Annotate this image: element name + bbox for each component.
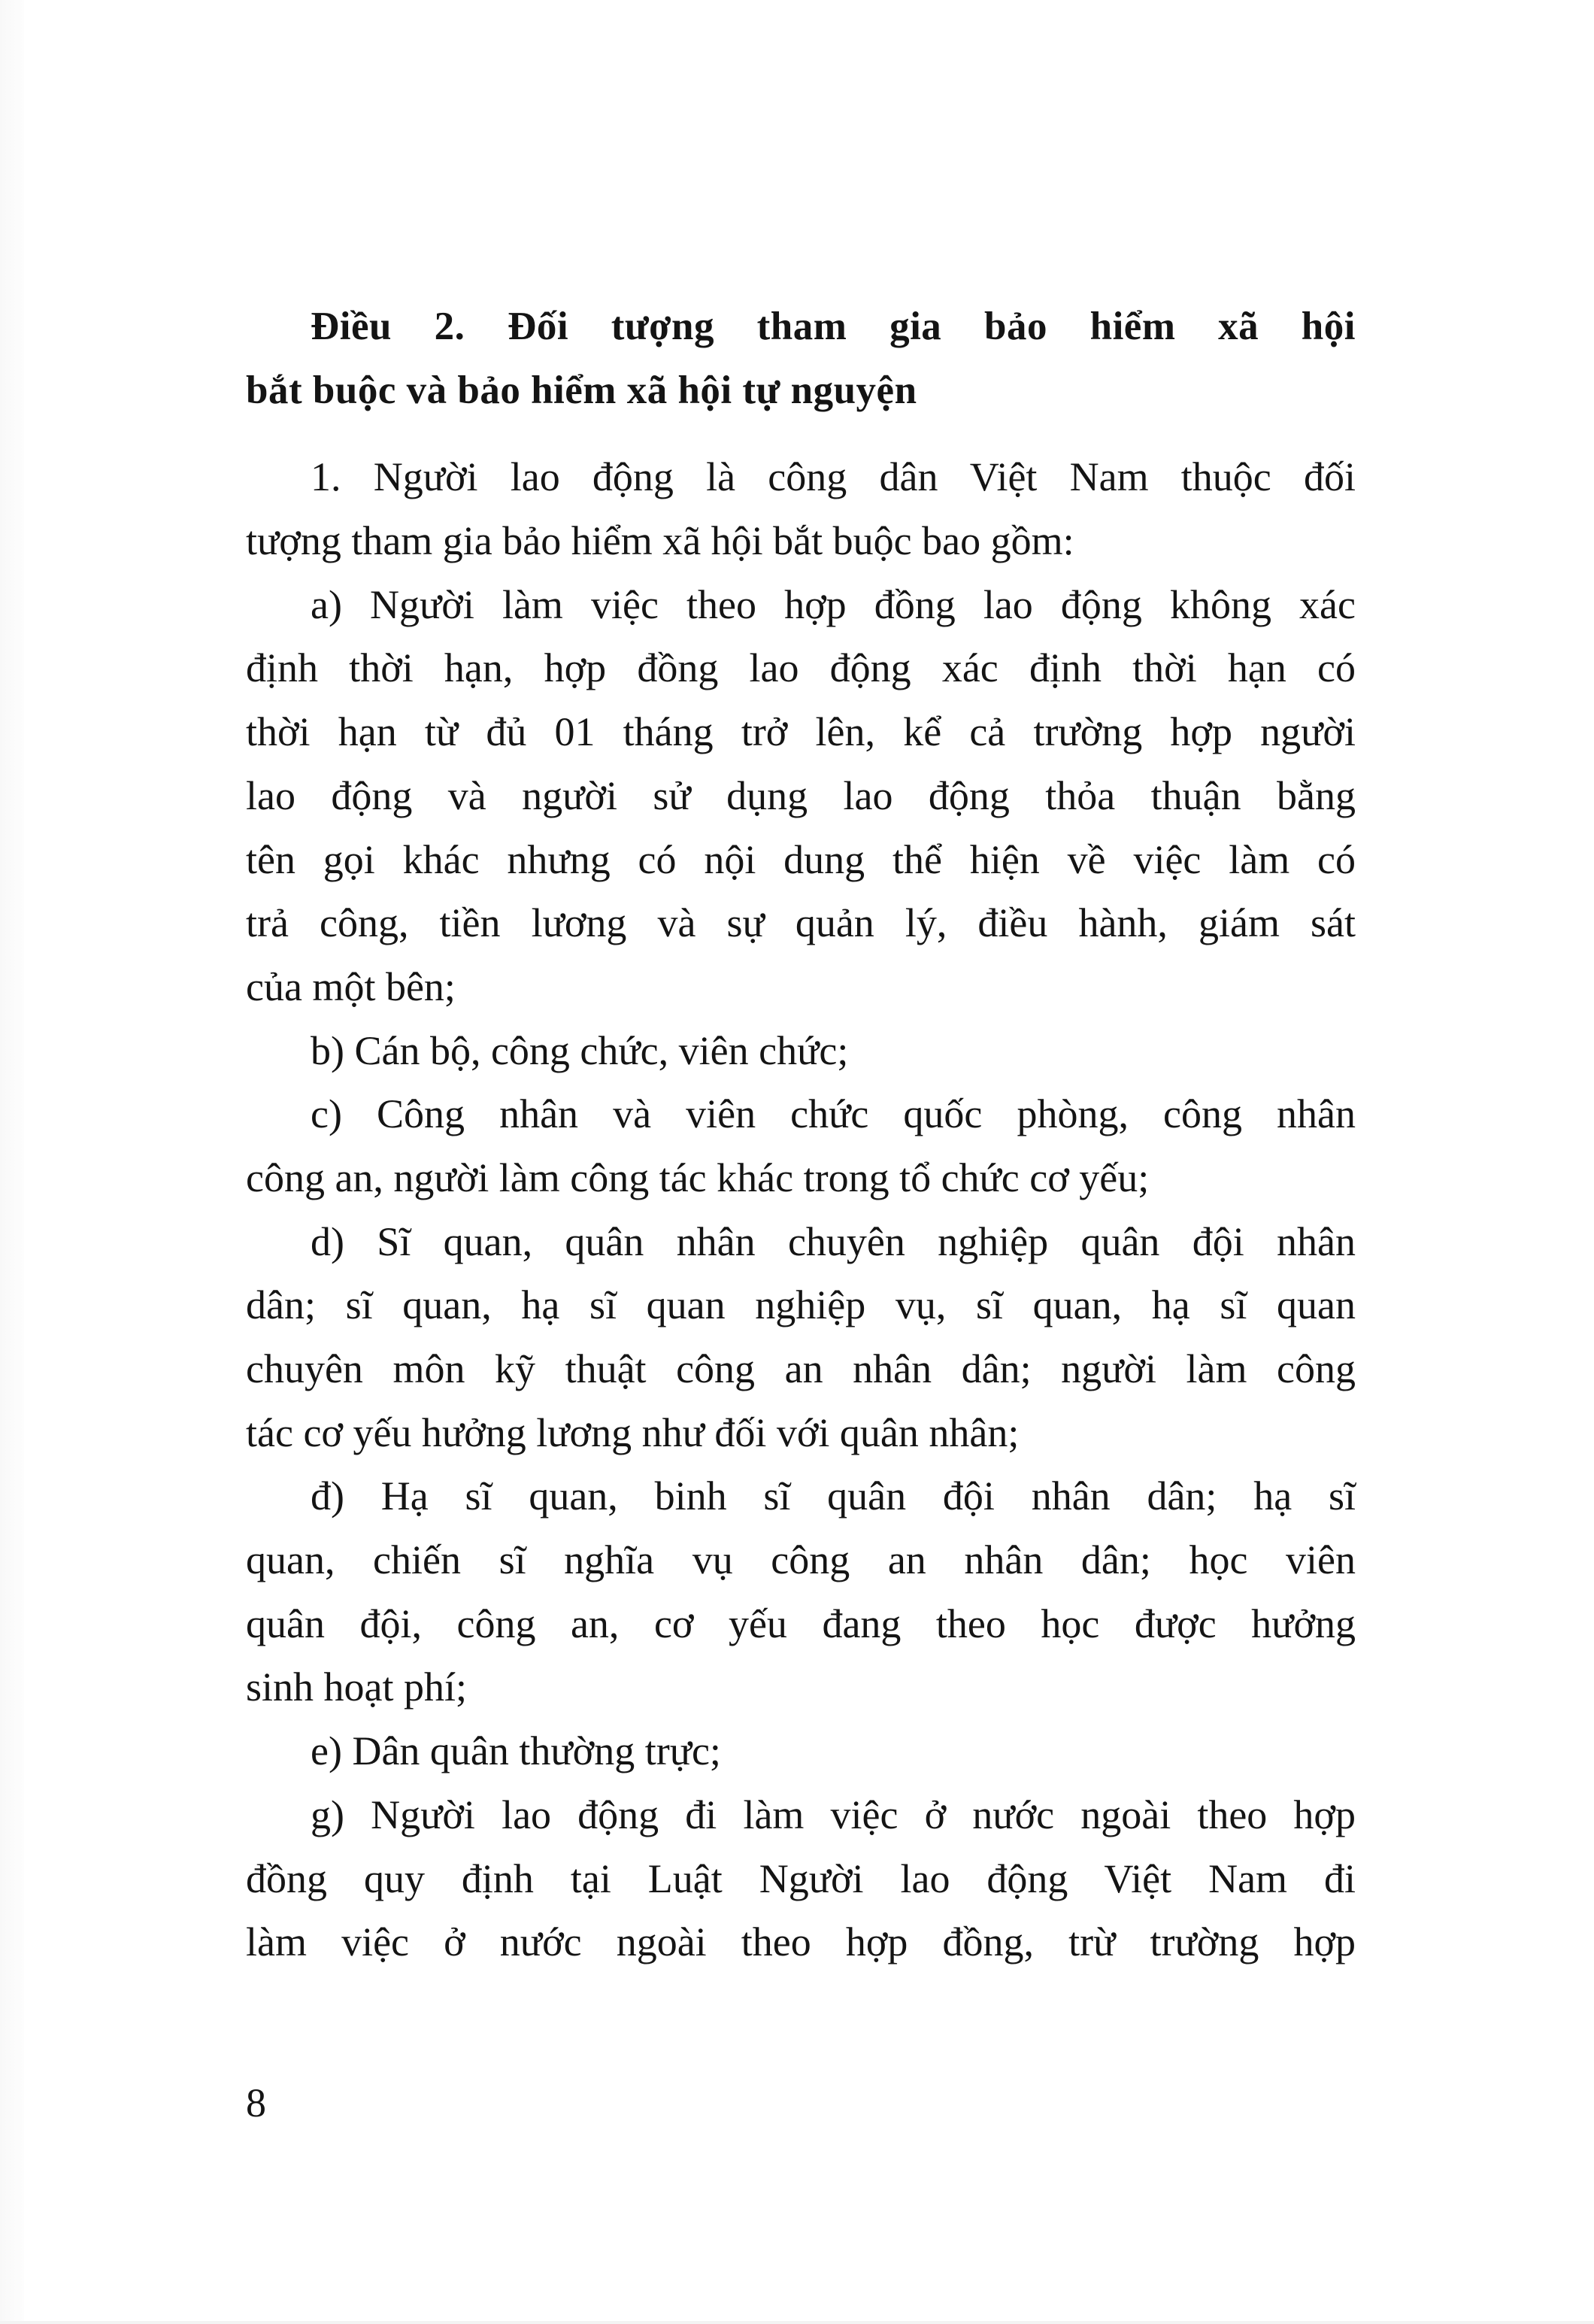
text-line: dân; sĩ quan, hạ sĩ quan nghiệp vụ, sĩ quan, hạ sĩ quan [246, 1282, 1356, 1328]
article-heading-line: bắt buộc và bảo hiểm xã hội tự nguyện [246, 368, 917, 412]
text-line: tượng tham gia bảo hiểm xã hội bắt buộc bao gồm: [246, 518, 1074, 564]
text-line: tác cơ yếu hưởng lương như đối với quân nhân; [246, 1409, 1020, 1455]
paragraph-item-b [246, 1019, 1356, 1083]
text-line: a) Người làm việc theo hợp đồng lao động không xác [311, 581, 1356, 627]
paragraph-item-d [246, 1210, 1356, 1465]
text-line: quan, chiến sĩ nghĩa vụ công an nhân dân; học viên [246, 1537, 1356, 1583]
text-line: b) Cán bộ, công chức, viên chức; [311, 1027, 849, 1073]
text-line: chuyên môn kỹ thuật công an nhân dân; người làm công [246, 1346, 1356, 1391]
paragraph-item-e [246, 1719, 1356, 1783]
text-line: d) Sĩ quan, quân nhân chuyên nghiệp quân đội nhân [311, 1218, 1356, 1264]
text-line: đ) Hạ sĩ quan, binh sĩ quân đội nhân dân; hạ sĩ [311, 1473, 1356, 1519]
paragraph-clause-1 [246, 445, 1356, 572]
text-line: của một bên; [246, 963, 456, 1009]
paragraph-item-c [246, 1082, 1356, 1209]
text-line: định thời hạn, hợp đồng lao động xác định thời hạn có [246, 645, 1356, 691]
page-number: 8 [246, 2080, 266, 2125]
text-line: c) Công nhân và viên chức quốc phòng, công nhân [311, 1091, 1356, 1137]
paragraph-item-a [246, 573, 1356, 1019]
paragraph-item-dd [246, 1464, 1356, 1719]
article-heading-line: Điều 2. Đối tượng tham gia bảo hiểm xã hội [311, 305, 1356, 348]
paragraph-item-g [246, 1783, 1356, 1974]
document-page-body [246, 295, 1356, 1974]
text-line: g) Người lao động đi làm việc ở nước ngoài theo hợp [311, 1792, 1356, 1837]
text-line: sinh hoạt phí; [246, 1664, 467, 1710]
text-line: 1. Người lao động là công dân Việt Nam thuộc đối [311, 454, 1356, 500]
article-heading [246, 295, 1356, 422]
text-line: quân đội, công an, cơ yếu đang theo học được hưởng [246, 1600, 1356, 1646]
text-line: tên gọi khác nhưng có nội dung thể hiện về việc làm có [246, 836, 1356, 882]
text-line: làm việc ở nước ngoài theo hợp đồng, trừ trường hợp [246, 1919, 1356, 1965]
text-line: lao động và người sử dụng lao động thỏa thuận bằng [246, 772, 1356, 818]
text-line: trả công, tiền lương và sự quản lý, điều hành, giám sát [246, 900, 1356, 946]
text-line: đồng quy định tại Luật Người lao động Việt Nam đi [246, 1855, 1356, 1901]
page-bottom-edge [0, 2321, 1594, 2324]
text-line: công an, người làm công tác khác trong tổ chức cơ yếu; [246, 1154, 1150, 1200]
page-edge-shadow [0, 0, 24, 2324]
text-line: e) Dân quân thường trực; [311, 1728, 721, 1774]
text-line: thời hạn từ đủ 01 tháng trở lên, kể cả trường hợp người [246, 709, 1356, 755]
